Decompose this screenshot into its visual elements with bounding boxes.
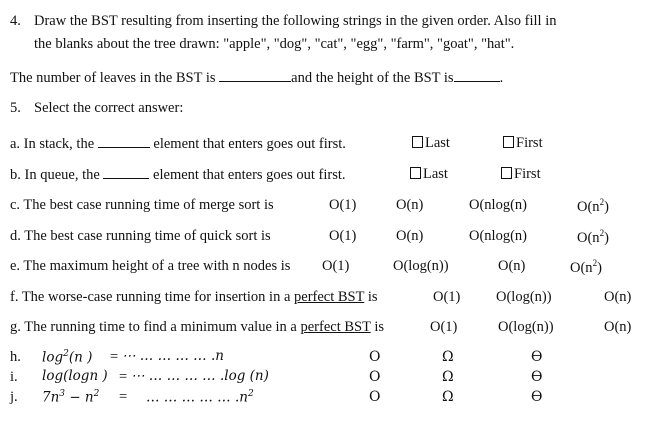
item-a-text-pre: a. In stack, the xyxy=(10,136,95,152)
exponent: 2 xyxy=(63,349,69,359)
option-close: ) xyxy=(604,229,609,246)
term1: 7n xyxy=(42,389,60,406)
q4-line1: Draw the BST resulting from inserting the following strings in the given order. Also fill in xyxy=(34,13,557,29)
item-a xyxy=(10,136,346,152)
exp2: 2 xyxy=(93,389,100,399)
q4-number: 4. xyxy=(10,13,21,29)
item-j-big-o[interactable]: O xyxy=(369,389,381,405)
item-f xyxy=(10,290,378,305)
option-sup: 2 xyxy=(599,197,605,207)
option-close: ) xyxy=(604,198,609,215)
option-label: Last xyxy=(425,135,450,151)
item-j-dots xyxy=(146,390,254,405)
item-f-option-3[interactable]: O(n) xyxy=(604,289,632,305)
dots: ⋯ … … … … . xyxy=(131,368,225,384)
q4-blanks-line xyxy=(10,70,503,86)
option-close: ) xyxy=(597,259,602,276)
height-blank[interactable] xyxy=(454,70,500,82)
item-i-lhs: log(logn ) xyxy=(42,368,108,384)
exp1: 3 xyxy=(59,389,66,399)
item-j-omega[interactable]: Ω xyxy=(442,389,454,405)
checkbox-icon[interactable] xyxy=(503,136,514,148)
item-e-option-3[interactable]: O(n) xyxy=(498,258,526,274)
option-text: O(n xyxy=(570,259,593,276)
item-c-option-1[interactable]: O(1) xyxy=(329,197,357,213)
log-text: log xyxy=(42,349,64,366)
dots: … … … … … . xyxy=(146,389,240,406)
item-i-big-o[interactable]: O xyxy=(369,369,381,385)
leaves-label: The number of leaves in the BST is xyxy=(10,70,216,86)
q4-line2: the blanks about the tree drawn: "apple", "dog", "cat", "egg", "farm", "goat", "hat". xyxy=(34,36,515,52)
item-e-option-2[interactable]: O(log(n)) xyxy=(393,258,449,274)
option-text: O(n xyxy=(577,198,600,215)
rhs: log (n) xyxy=(224,368,269,384)
option-label: First xyxy=(516,135,543,151)
item-e-option-1[interactable]: O(1) xyxy=(322,258,350,274)
item-h-omega[interactable]: Ω xyxy=(442,349,454,365)
item-g-text-post: is xyxy=(374,319,384,335)
q5-number: 5. xyxy=(10,100,21,116)
rhs-exp: 2 xyxy=(247,389,254,399)
item-a-text-post: element that enters goes out first. xyxy=(153,136,346,152)
item-a-option-last[interactable] xyxy=(412,136,450,151)
item-a-option-first[interactable] xyxy=(503,136,543,151)
item-f-perfect-bst: perfect BST xyxy=(294,289,365,305)
option-sup: 2 xyxy=(599,228,605,238)
item-d-option-3[interactable]: O(nlog(n) xyxy=(469,228,527,244)
item-j-label: j. xyxy=(10,389,18,405)
item-j-eq: = xyxy=(119,389,128,405)
height-label: and the height of the BST is xyxy=(291,70,454,86)
item-i-label: i. xyxy=(10,369,18,385)
item-f-option-1[interactable]: O(1) xyxy=(433,289,461,305)
item-d-option-4[interactable] xyxy=(577,229,609,245)
checkbox-icon[interactable] xyxy=(410,167,421,179)
term2: − n xyxy=(65,389,94,406)
option-label: First xyxy=(514,166,541,182)
item-b xyxy=(10,167,346,183)
item-d-option-1[interactable]: O(1) xyxy=(329,228,357,244)
item-d-option-2[interactable]: O(n) xyxy=(396,228,424,244)
item-c-option-2[interactable]: O(n) xyxy=(396,197,424,213)
item-e-option-4[interactable] xyxy=(570,259,602,275)
item-h-lhs xyxy=(42,350,92,365)
item-h-big-o[interactable]: O xyxy=(369,349,381,365)
item-j-theta[interactable]: ϴ xyxy=(531,389,543,405)
item-c-text: c. The best case running time of merge sort is xyxy=(10,197,274,213)
option-label: Last xyxy=(423,166,448,182)
item-i-eq: = xyxy=(119,369,128,385)
leaves-blank[interactable] xyxy=(219,70,291,82)
item-f-option-2[interactable]: O(log(n)) xyxy=(496,289,552,305)
item-g-perfect-bst: perfect BST xyxy=(300,319,371,335)
option-sup: 2 xyxy=(592,258,598,268)
item-b-blank[interactable] xyxy=(103,167,149,179)
arg: (n ) xyxy=(68,349,93,366)
item-h-label: h. xyxy=(10,349,21,365)
q5-title: Select the correct answer: xyxy=(34,100,184,116)
item-h-dots xyxy=(122,350,224,364)
item-b-option-first[interactable] xyxy=(501,167,541,182)
item-b-text-post: element that enters goes out first. xyxy=(153,167,346,183)
item-i-dots xyxy=(131,370,269,384)
item-c-option-4[interactable] xyxy=(577,198,609,214)
period: . xyxy=(499,70,504,86)
item-f-text-post: is xyxy=(367,289,378,305)
item-g-text-pre: g. The running time to find a minimum value in a xyxy=(10,319,297,335)
rhs: n xyxy=(215,348,224,364)
item-g xyxy=(10,320,384,335)
checkbox-icon[interactable] xyxy=(412,136,423,148)
item-h-theta[interactable]: ϴ xyxy=(531,349,543,365)
item-g-option-1[interactable]: O(1) xyxy=(430,319,458,335)
item-e-text: e. The maximum height of a tree with n nodes is xyxy=(10,258,291,274)
item-d-text: d. The best case running time of quick sort is xyxy=(10,228,271,244)
item-i-theta[interactable]: ϴ xyxy=(531,369,543,385)
rhs: n xyxy=(239,389,248,406)
item-a-blank[interactable] xyxy=(98,136,150,148)
item-b-option-last[interactable] xyxy=(410,167,448,182)
option-text: O(n xyxy=(577,229,600,246)
item-c-option-3[interactable]: O(nlog(n) xyxy=(469,197,527,213)
item-f-text-pre: f. The worse-case running time for insertion in a xyxy=(10,289,291,305)
item-i-omega[interactable]: Ω xyxy=(442,369,454,385)
checkbox-icon[interactable] xyxy=(501,167,512,179)
item-j-lhs xyxy=(42,390,99,405)
item-g-option-2[interactable]: O(log(n)) xyxy=(498,319,554,335)
dots: ⋯ … … … … . xyxy=(122,348,216,364)
item-g-option-3[interactable]: O(n) xyxy=(604,319,632,335)
item-h-eq: = xyxy=(110,349,119,365)
item-b-text-pre: b. In queue, the xyxy=(10,167,100,183)
